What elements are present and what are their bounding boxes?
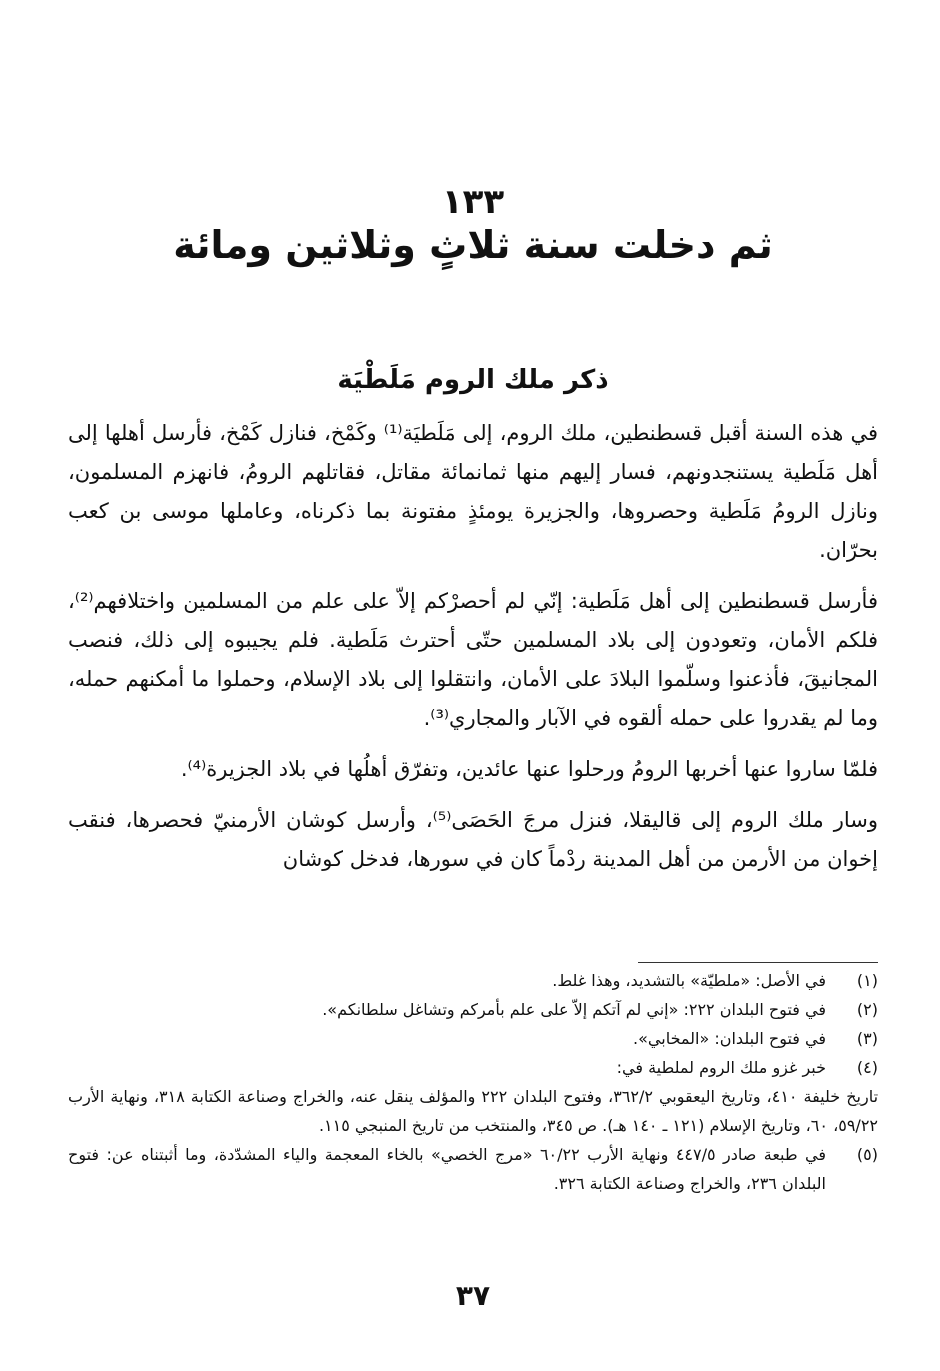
section-title: ذكر ملك الروم مَلَطْيَة [337, 365, 609, 395]
footnote-2 [68, 995, 878, 1024]
paragraph-1: في هذه السنة أقبل قسطنطين، ملك الروم، إلى مَلَطيَة⁽¹⁾ وكَمْخ، فنازل كَمْخ، فأرسل أهلها إلى أهل مَلَطية يستنجدونهم، فسار إليهم منها ثمانمائة مقاتل، فقاتلهم الرومُ، فانهزم المسلمون، ونازل الرومُ مَلَطية وحصروها، والجزيرة يومئذٍ مفتونة بما ذكرناه، وعاملها موسى بن كعب بحرّان. [68, 421, 878, 562]
page-number: ٣٧ [455, 1279, 491, 1312]
footnote-5 [68, 1140, 878, 1198]
footnote-4-sources: تاريخ خليفة ٤١٠، وتاريخ اليعقوبي ٣٦٢/٢، وفتوح البلدان ٢٢٢ والمؤلف ينقل عنه، والخراج وصناعة الكتابة ٣١٨، ونهاية الأرب ٥٩/٢٢، ٦٠، وتاريخ الإسلام (١٢١ ـ ١٤٠ هـ). ص ٣٤٥، والمنتخب من تاريخ المنبجي ١١٥. [68, 1087, 879, 1135]
body-text [68, 414, 878, 891]
paragraph-3: فلمّا ساروا عنها أخربها الرومُ ورحلوا عنها عائدين، وتفرّق أهلُها في بلاد الجزيرة⁽⁴⁾. [180, 757, 878, 781]
footnote-number: (٥) [856, 1145, 878, 1164]
footnote-3 [68, 1024, 878, 1053]
footnote-number: (٤) [856, 1058, 878, 1077]
footnote-text: في الأصل: «ملطيّة» بالتشديد، وهذا غلط. [552, 971, 826, 990]
footnote-divider [638, 962, 878, 963]
footnote-1 [68, 966, 878, 995]
footnote-number: (٣) [856, 1029, 878, 1048]
paragraph-2: فأرسل قسطنطين إلى أهل مَلَطية: إنّي لم أحصرْكم إلاّ على علم من المسلمين واختلافهم⁽²⁾، فلكم الأمان، وتعودون إلى بلاد المسلمين حتّى أحترث مَلَطية. فلم يجيبوه إلى ذلك، فنصب المجانيقَ، فأذعنوا وسلّموا البلادَ على الأمان، وانتقلوا إلى بلاد الإسلام، وحملوا ما أمكنهم حمله، وما لم يقدروا على حمله ألقوه في الآبار والمجاري⁽³⁾. [68, 589, 878, 730]
footnote-text: في فتوح البلدان: «المخابي». [633, 1029, 826, 1048]
footnote-text: في طبعة صادر ٤٤٧/٥ ونهاية الأرب ٦٠/٢٢ «مرج الخصي» بالخاء المعجمة والياء المشدّدة، وما أثبتناه عن: فتوح البلدان ٢٣٦، والخراج وصناعة الكتابة ٣٢٦. [68, 1145, 826, 1193]
book-page [68, 0, 878, 1371]
footnote-number: (٢) [856, 1000, 878, 1019]
footnote-number: (١) [856, 971, 878, 990]
footnote-4 [68, 1053, 878, 1082]
footnote-text: في فتوح البلدان ٢٢٢: «إني لم آتكم إلاّ على علم بأمركم وتشاغل سلطانكم». [322, 1000, 826, 1019]
paragraph-4: وسار ملك الروم إلى قاليقلا، فنزل مرجَ الحَصَى⁽⁵⁾، وأرسل كوشان الأرمنيّ فحصرها، فنقب إخوان من الأرمن من أهل المدينة ردْماً كان في سورها، فدخل كوشان [68, 808, 879, 871]
footnotes [68, 966, 878, 1198]
chapter-title: ثم دخلت سنة ثلاثٍ وثلاثين ومائة [173, 223, 773, 267]
year-number: ١٣٣ [441, 182, 505, 222]
footnote-text: خبر غزو ملك الروم لملطية في: [616, 1058, 826, 1077]
